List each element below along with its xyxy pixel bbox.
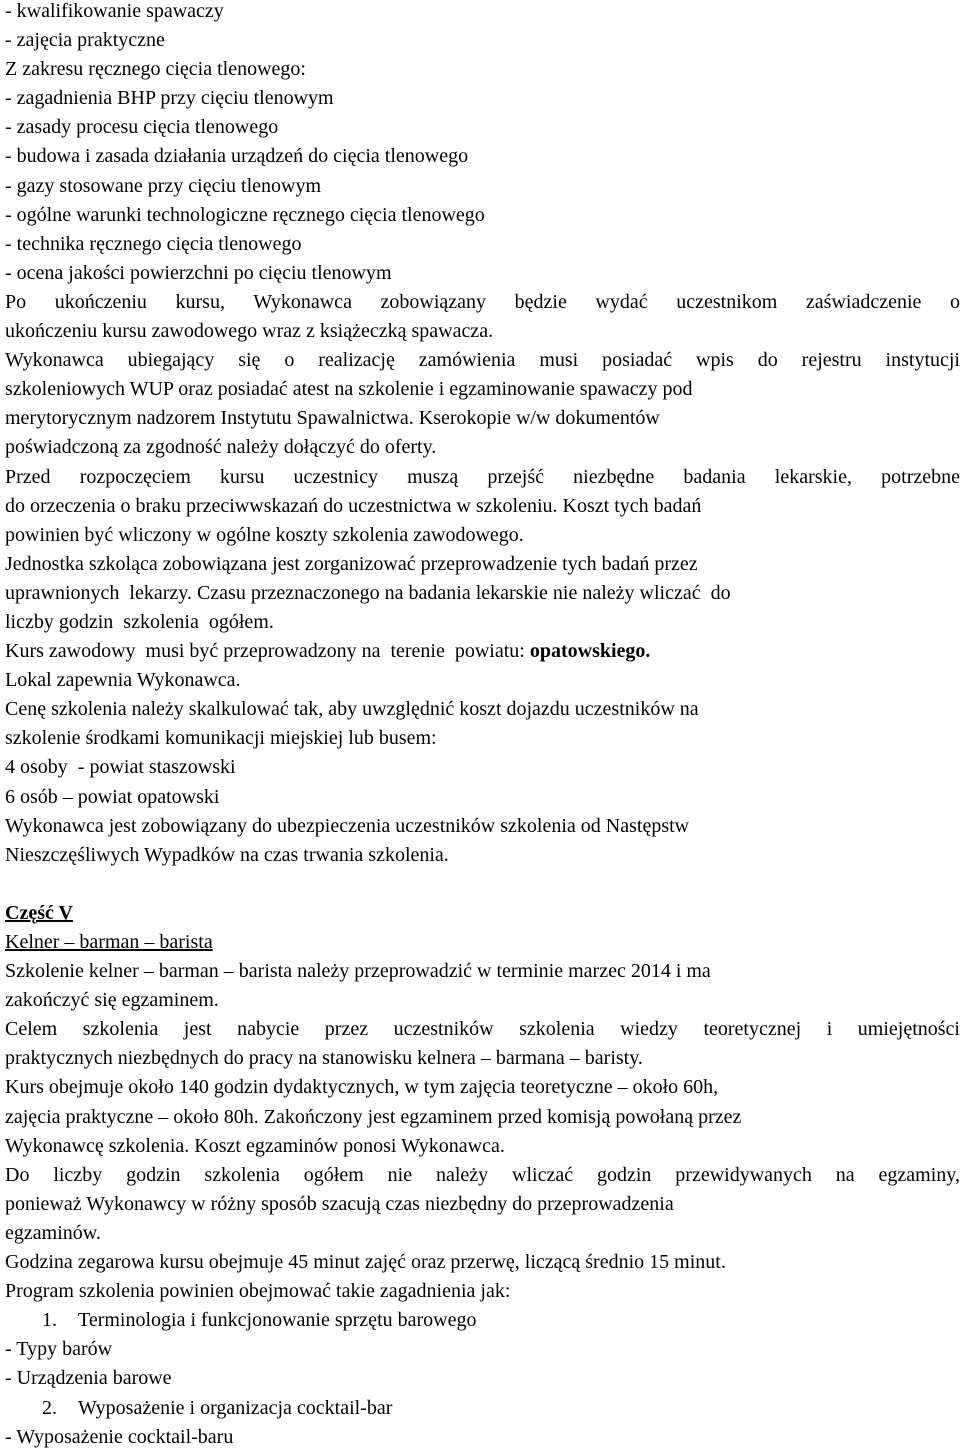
text-line: - ogólne warunki technologiczne ręcznego cięcia tlenowego [5, 203, 485, 226]
text-line: Godzina zegarowa kursu obejmuje 45 minut zajęć oraz przerwę, liczącą średnio 15 minut. [5, 1251, 726, 1274]
bold-district-name: opatowskiego. [529, 640, 651, 663]
text-line: Szkolenie kelner – barman – barista należy przeprowadzić w terminie marzec 2014 i ma [5, 960, 711, 983]
text-fragment: Kurs zawodowy musi być przeprowadzony na terenie powiatu: [5, 640, 530, 663]
text-line: - ocena jakości powierzchni po cięciu tlenowym [5, 261, 392, 284]
text-line: egzaminów. [5, 1221, 101, 1244]
text-line [5, 637, 960, 666]
text-line: - zajęcia praktyczne [5, 29, 165, 52]
text-line: powinien być wliczony w ogólne koszty szkolenia zawodowego. [5, 523, 524, 546]
text-line: 6 osób – powiat opatowski [5, 785, 220, 808]
text-line: Do liczby godzin szkolenia ogółem nie należy wliczać godzin przewidywanych na egzaminy, [5, 1163, 960, 1186]
text-line: - gazy stosowane przy cięciu tlenowym [5, 174, 322, 197]
text-line: Lokal zapewnia Wykonawca. [5, 669, 241, 692]
numbered-list-item [5, 1306, 960, 1335]
list-number: 2. [42, 1396, 57, 1419]
text-line: Celem szkolenia jest nabycie przez uczestników szkolenia wiedzy teoretycznej i umiejętności [5, 1018, 960, 1041]
text-line: merytorycznym nadzorem Instytutu Spawalnictwa. Kserokopie w/w dokumentów [5, 407, 660, 430]
text-line: Jednostka szkoląca zobowiązana jest zorganizować przeprowadzenie tych badań przez [5, 552, 698, 575]
text-line: Nieszczęśliwych Wypadków na czas trwania szkolenia. [5, 843, 449, 866]
text-line: Po ukończeniu kursu, Wykonawca zobowiązany będzie wydać uczestnikom zaświadczenie o [5, 290, 960, 313]
list-number: 1. [42, 1309, 57, 1332]
text-line: - Wyposażenie cocktail-baru [5, 1425, 234, 1448]
text-line: szkoleniowych WUP oraz posiadać atest na szkolenie i egzaminowanie spawaczy pod [5, 378, 693, 401]
text-line: Wykonawca ubiegający się o realizację zamówienia musi posiadać wpis do rejestru instytucji [5, 349, 960, 372]
text-line: Przed rozpoczęciem kursu uczestnicy muszą przejść niezbędne badania lekarskie, potrzebne [5, 465, 960, 488]
text-line: - Urządzenia barowe [5, 1367, 172, 1390]
text-line: - Typy barów [5, 1338, 113, 1361]
text-line: Wykonawcę szkolenia. Koszt egzaminów ponosi Wykonawca. [5, 1134, 505, 1157]
text-line: Z zakresu ręcznego cięcia tlenowego: [5, 58, 306, 81]
text-line: Program szkolenia powinien obejmować takie zagadnienia jak: [5, 1280, 511, 1303]
list-item-text: Wyposażenie i organizacja cocktail-bar [78, 1396, 393, 1419]
text-line: poświadczoną za zgodność należy dołączyć do oferty. [5, 436, 437, 459]
text-line: liczby godzin szkolenia ogółem. [5, 610, 274, 633]
text-line: Cenę szkolenia należy skalkulować tak, aby uwzględnić koszt dojazdu uczestników na [5, 698, 699, 721]
text-line: 4 osoby - powiat staszowski [5, 756, 236, 779]
text-line: Kurs obejmuje około 140 godzin dydaktycznych, w tym zajęcia teoretyczne – około 60h, [5, 1076, 719, 1099]
text-line: zajęcia praktyczne – około 80h. Zakończony jest egzaminem przed komisją powołaną przez [5, 1105, 742, 1128]
text-line: - kwalifikowanie spawaczy [5, 0, 224, 22]
text-line: Wykonawca jest zobowiązany do ubezpieczenia uczestników szkolenia od Następstw [5, 814, 690, 837]
numbered-list-item [5, 1394, 960, 1423]
text-line: praktycznych niezbędnych do pracy na stanowisku kelnera – barmana – baristy. [5, 1047, 643, 1070]
text-line: ukończeniu kursu zawodowego wraz z książeczką spawacza. [5, 320, 494, 343]
list-item-text: Terminologia i funkcjonowanie sprzętu barowego [78, 1309, 477, 1332]
text-line: uprawnionych lekarzy. Czasu przeznaczonego na badania lekarskie nie należy wliczać do [5, 581, 731, 604]
text-line: szkolenie środkami komunikacji miejskiej lub busem: [5, 727, 437, 750]
text-line: ponieważ Wykonawcy w różny sposób szacują czas niezbędny do przeprowadzenia [5, 1192, 674, 1215]
text-line: do orzeczenia o braku przeciwwskazań do uczestnictwa w szkoleniu. Koszt tych badań [5, 494, 702, 517]
text-line: - budowa i zasada działania urządzeń do cięcia tlenowego [5, 145, 469, 168]
blank-line [5, 870, 960, 899]
section-subheading: Kelner – barman – barista [5, 931, 213, 953]
text-line: - technika ręcznego cięcia tlenowego [5, 232, 302, 255]
text-line: zakończyć się egzaminem. [5, 989, 219, 1012]
section-heading: Część V [5, 901, 73, 924]
text-line: - zagadnienia BHP przy cięciu tlenowym [5, 87, 334, 110]
text-line: - zasady procesu cięcia tlenowego [5, 116, 279, 139]
